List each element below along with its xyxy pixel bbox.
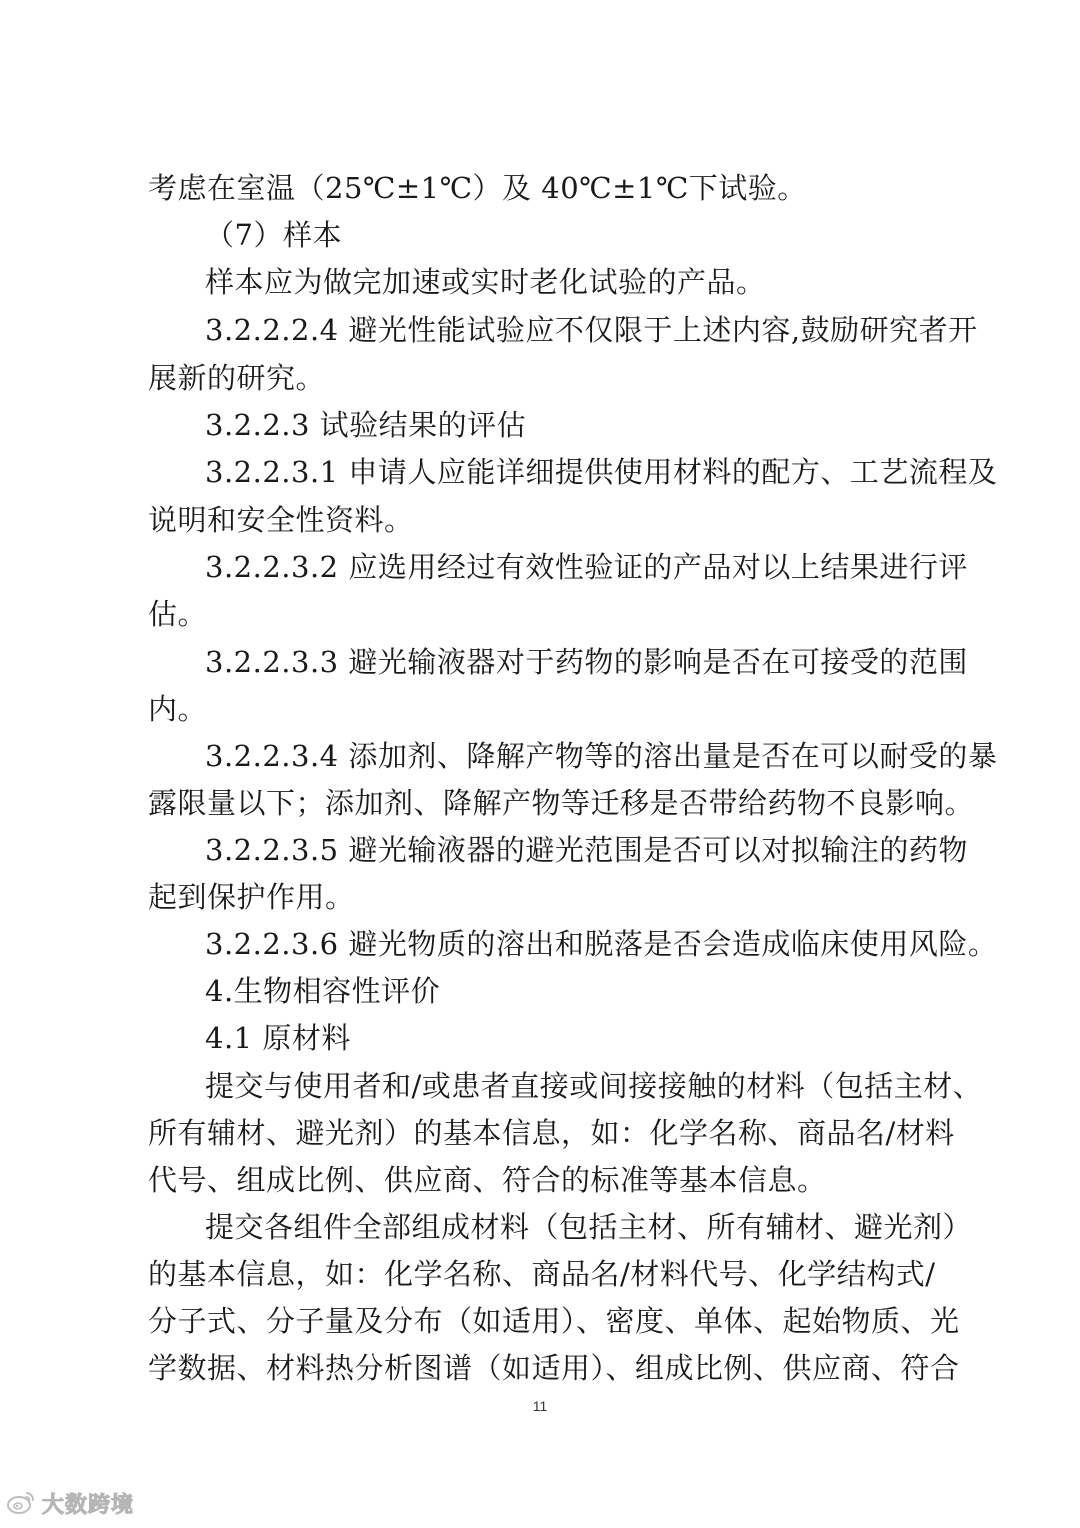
text-line: 内。 [148,692,208,726]
weibo-icon [6,1489,36,1519]
text-line: 考虑在室温（25℃±1℃）及 40℃±1℃下试验。 [148,171,807,205]
watermark [6,1488,134,1519]
text-line: 3.2.2.2.4 避光性能试验应不仅限于上述内容,鼓励研究者开 [205,313,978,347]
text-line: 展新的研究。 [148,361,326,395]
text-line: 3.2.2.3.1 申请人应能详细提供使用材料的配方、工艺流程及 [205,455,998,489]
section-heading: 3.2.2.3 试验结果的评估 [205,408,527,442]
section-heading: 4.生物相容性评价 [205,974,441,1008]
text-line: 分子式、分子量及分布（如适用）、密度、单体、起始物质、光 [148,1304,960,1338]
section-heading: 4.1 原材料 [205,1021,351,1055]
text-line: 3.2.2.3.2 应选用经过有效性验证的产品对以上结果进行评 [205,550,968,584]
text-line: 起到保护作用。 [148,880,355,914]
text-line: 所有辅材、避光剂）的基本信息，如：化学名称、商品名/材料 [148,1116,955,1150]
text-line: 提交与使用者和/或患者直接或间接接触的材料（包括主材、 [205,1069,983,1103]
text-line: 3.2.2.3.4 添加剂、降解产物等的溶出量是否在可以耐受的暴 [205,739,998,773]
watermark-text: 大数跨境 [42,1493,135,1518]
text-line: 代号、组成比例、供应商、符合的标准等基本信息。 [148,1163,827,1197]
text-line: 提交各组件全部组成材料（包括主材、所有辅材、避光剂） [205,1210,973,1244]
text-line: 的基本信息，如：化学名称、商品名/材料代号、化学结构式/ [148,1257,936,1291]
text-line: 估。 [148,597,208,631]
subheading-sample: （7）样本 [205,218,342,252]
text-line: 样本应为做完加速或实时老化试验的产品。 [205,265,766,299]
text-line: 3.2.2.3.6 避光物质的溶出和脱落是否会造成临床使用风险。 [205,927,998,961]
text-line: 3.2.2.3.3 避光输液器对于药物的影响是否在可接受的范围 [205,645,968,679]
page-number: 11 [532,1398,548,1414]
text-line: 露限量以下；添加剂、降解产物等迁移是否带给药物不良影响。 [148,786,975,820]
text-line: 3.2.2.3.5 避光输液器的避光范围是否可以对拟输注的药物 [205,833,968,867]
text-line: 说明和安全性资料。 [148,503,414,537]
text-line: 学数据、材料热分析图谱（如适用）、组成比例、供应商、符合 [148,1351,960,1385]
